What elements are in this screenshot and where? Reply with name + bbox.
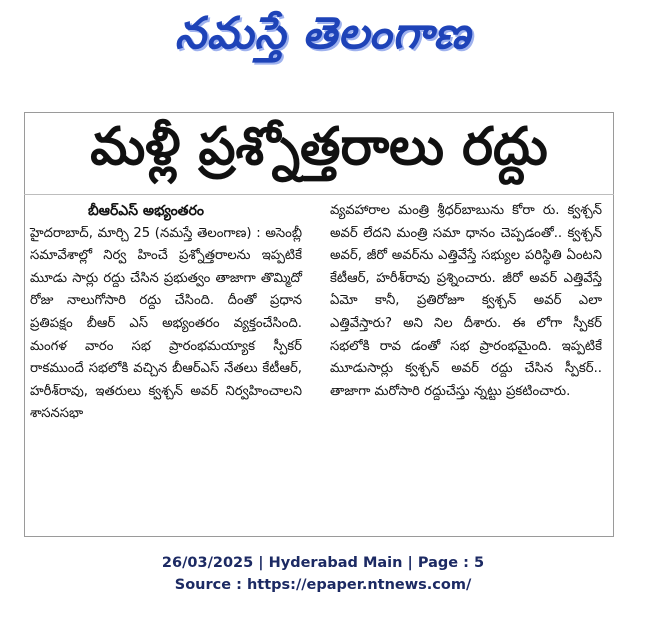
footer-edition-info: 26/03/2025 | Hyderabad Main | Page : 5 [161, 555, 485, 571]
headline-divider [24, 194, 614, 195]
newspaper-masthead-logo: నమస్తే తెలంగాణ [174, 8, 472, 59]
article-headline: మళ్లీ ప్రశ్నోత్తరాలు రద్దు [90, 116, 548, 177]
page-footer [0, 552, 646, 596]
article-body-left: హైదరాబాద్, మార్చి 25 (నమస్తే తెలంగాణ) : అసెంబ్లీ సమావేశాల్లో నిర్వ హించే ప్రశ్నోత్తరాలను ఇప్పటికే మూడు సార్లు రద్దు చేసిన ప్రభుత్వం తాజాగా తొమ్మిదో రోజు నాలుగోసారి రద్దు చేసింది. దీంతో ప్రధాన ప్రతిపక్షం బీఆర్ ఎస్ అభ్యంతరం వ్యక్తంచేసింది. మంగళ వారం సభ ప్రారంభమయ్యాక స్పీకర్ రాకముందే సభలోకి వచ్చిన బీఆర్ఎస్ నేతలు కేటీఆర్, హరీశ్‌రావు, ఇతరులు క్వశ్చన్ అవర్ నిర్వహించాలని శాసనసభా [30, 225, 302, 422]
footer-source-link[interactable]: Source : https://epaper.ntnews.com/ [174, 577, 472, 593]
article-subhead: బీఆర్ఎస్ అభ్యంతరం [88, 203, 204, 219]
article-body-right: వ్యవహారాల మంత్రి శ్రీధర్‌బాబును కోరా రు. క్వశ్చన్ అవర్ లేదని మంత్రి సమా ధానం చెప్పడంతో.. క్వశ్చన్ అవర్, జీరో అవర్‌ను ఎత్తివేస్తే సభ్యుల పరిస్థితి ఏంటని కేటీఆర్, హరీశ్‌రావు ప్రశ్నించారు. జీరో అవర్ ఎత్తివేస్తే ఏమో కానీ, ప్రతిరోజూ క్వశ్చన్ అవర్ ఎలా ఎత్తివేస్తారు? అని నిల దీశారు. ఈ లోగా స్పీకర్ సభలోకి రావ డంతో సభ ప్రారంభమైంది. ఇప్పటికే మూడుసార్లు క్వశ్చన్ అవర్ రద్దు చేసిన స్పీకర్.. తాజాగా మరోసారి రద్దుచేస్తు న్నట్టు ప్రకటించారు. [330, 203, 602, 399]
article-column-right [330, 200, 602, 403]
article-column-left [30, 200, 302, 426]
